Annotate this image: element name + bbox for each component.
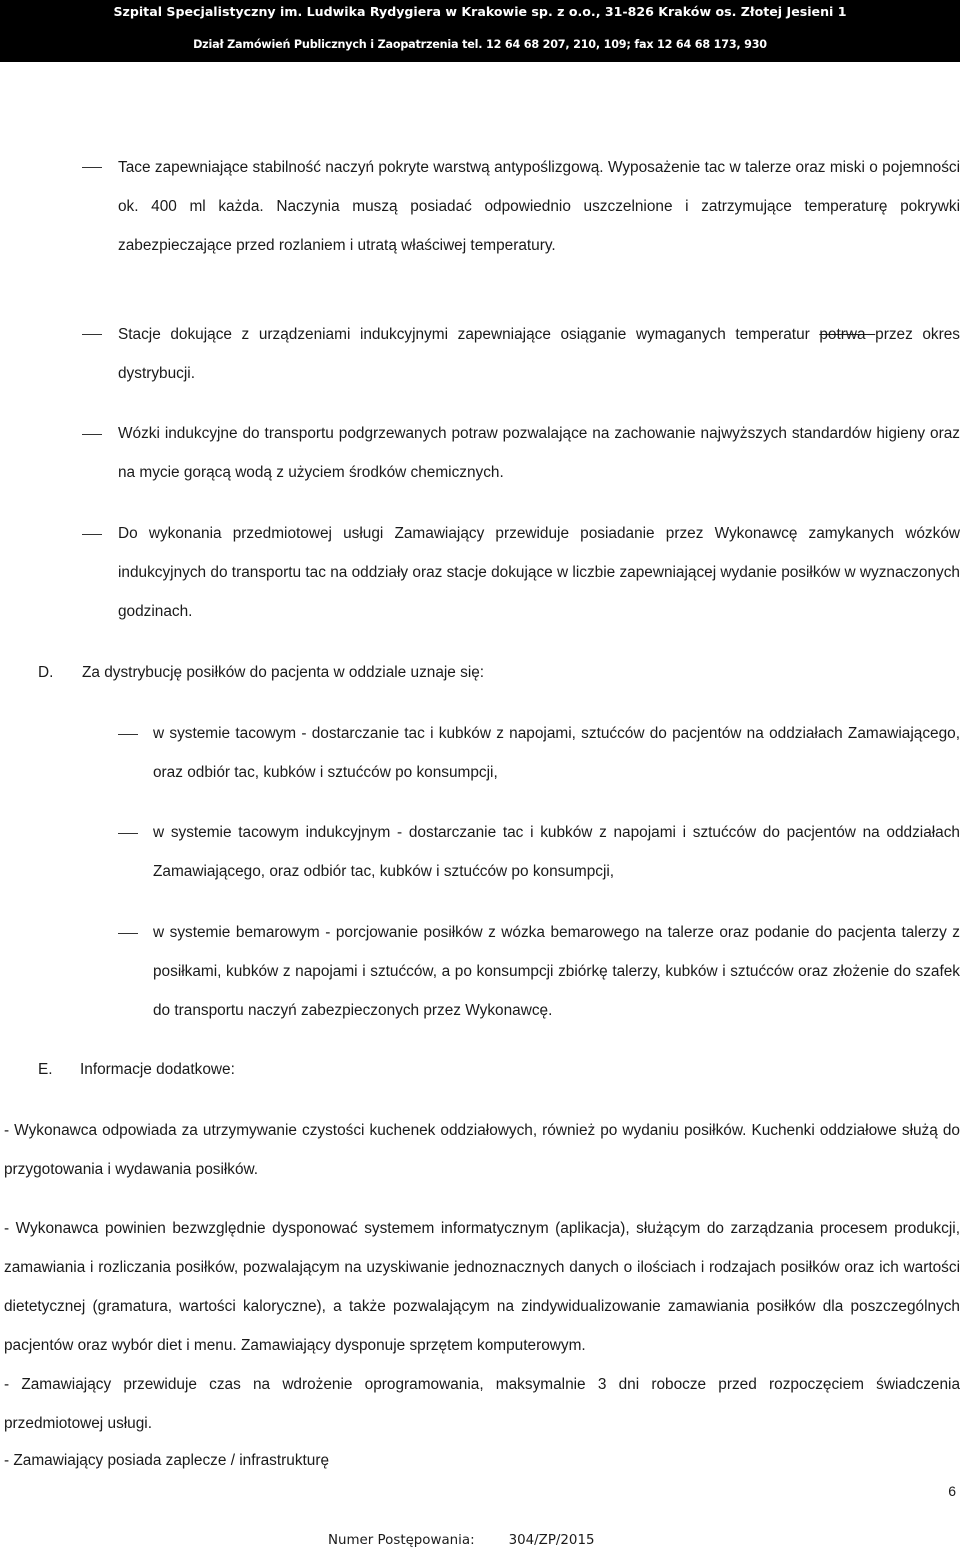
section-e-title: Informacje dodatkowe: <box>80 1061 235 1078</box>
page-number: 6 <box>948 1483 956 1499</box>
footer-value: 304/ZP/2015 <box>508 1533 595 1548</box>
bullet-dash <box>82 434 102 435</box>
bullet-dash <box>82 334 102 335</box>
info-implementation: - Zamawiający przewiduje czas na wdrożenie oprogramowania, maksymalnie 3 dni robocze przed rozpoczęciem świadczenia przedmiotowej usługi. <box>4 1376 960 1432</box>
info-it-system: - Wykonawca powinien bezwzględnie dysponować systemem informatycznym (aplikacja), służącym do zarządzania procesem produkcji, zamawiania i rozliczania posiłków, pozwalającym na uzyskiwanie jednoznacznych danych o ilościach i rodzajach posiłków oraz ich wartości dietetycznej (gramatura, wartości kaloryczne), a także pozwalającym na zindywidualizowanie zamawiania posiłków dla poszczególnych pacjentów oraz wybór diet i menu. Zamawiający dysponuje sprzętem komputerowym. <box>4 1220 960 1354</box>
bullet-dash <box>118 734 138 735</box>
bullet-service-carts: Do wykonania przedmiotowej usługi Zamawiający przewiduje posiadanie przez Wykonawcę zamykanych wózków indukcyjnych do transportu tac na oddziały oraz stacje dokujące w liczbie zapewniającej wydanie posiłków w wyznaczonych godzinach. <box>118 525 960 620</box>
bullet-induction-carts: Wózki indukcyjne do transportu podgrzewanych potraw pozwalające na zachowanie najwyższych standardów higieny oraz na mycie gorącą wodą z użyciem środków chemicznych. <box>118 425 960 481</box>
section-e-letter: E. <box>38 1061 53 1078</box>
struck-word: potrwa <box>819 326 876 343</box>
bullet-dash <box>118 833 138 834</box>
section-d-letter: D. <box>38 664 54 681</box>
docking-text-after: przez okres dystrybucji. <box>118 326 960 382</box>
distribution-item-bemar: w systemie bemarowym - porcjowanie posiłków z wózka bemarowego na talerze oraz podanie do pacjenta talerzy z posiłkami, kubków z napojami i sztućców, a po konsumpcji zbiórkę talerzy, kubków i sztućców oraz złożenie do szafek do transportu naczyń zabezpieczonych przez Wykonawcę. <box>153 924 960 1019</box>
section-d-title: Za dystrybucję posiłków do pacjenta w oddziale uznaje się: <box>82 664 485 681</box>
distribution-item-induction-tray: w systemie tacowym indukcyjnym - dostarczanie tac i kubków z napojami i sztućców do pacjentów na oddziałach Zamawiającego, oraz odbiór tac, kubków i sztućców po konsumpcji, <box>153 824 960 880</box>
distribution-item-tray: w systemie tacowym - dostarczanie tac i kubków z napojami, sztućców do pacjentów na oddziałach Zamawiającego, oraz odbiór tac, kubków i sztućców po konsumpcji, <box>153 725 960 781</box>
header-department-contact: Dział Zamówień Publicznych i Zaopatrzenia tel. 12 64 68 207, 210, 109; fax 12 64 68 173, 930 <box>193 38 767 51</box>
bullet-docking-stations <box>118 315 960 393</box>
info-kitchens: - Wykonawca odpowiada za utrzymywanie czystości kuchenek oddziałowych, również po wydaniu posiłków. Kuchenki oddziałowe służą do przygotowania i wydawania posiłków. <box>4 1122 960 1178</box>
bullet-trays: Tace zapewniające stabilność naczyń pokryte warstwą antypoślizgową. Wyposażenie tac w talerze oraz miski o pojemności ok. 400 ml każda. Naczynia muszą posiadać odpowiednio uszczelnione i zatrzymujące temperaturę pokrywki zabezpieczające przed rozlaniem i utratą właściwej temperatury. <box>118 159 960 254</box>
footer-procedure-number <box>328 1533 595 1548</box>
bullet-dash <box>82 534 102 535</box>
docking-text-before: Stacje dokujące z urządzeniami indukcyjnymi zapewniające osiąganie wymaganych temperatur <box>118 326 820 343</box>
document-header <box>0 0 960 62</box>
bullet-dash <box>118 933 138 934</box>
info-infrastructure: - Zamawiający posiada zaplecze / infrastrukturę <box>4 1452 330 1469</box>
bullet-dash <box>82 167 102 168</box>
header-institution: Szpital Specjalistyczny im. Ludwika Rydygiera w Krakowie sp. z o.o., 31-826 Kraków os. Złotej Jesieni 1 <box>113 4 847 19</box>
footer-label: Numer Postępowania: <box>328 1533 475 1548</box>
